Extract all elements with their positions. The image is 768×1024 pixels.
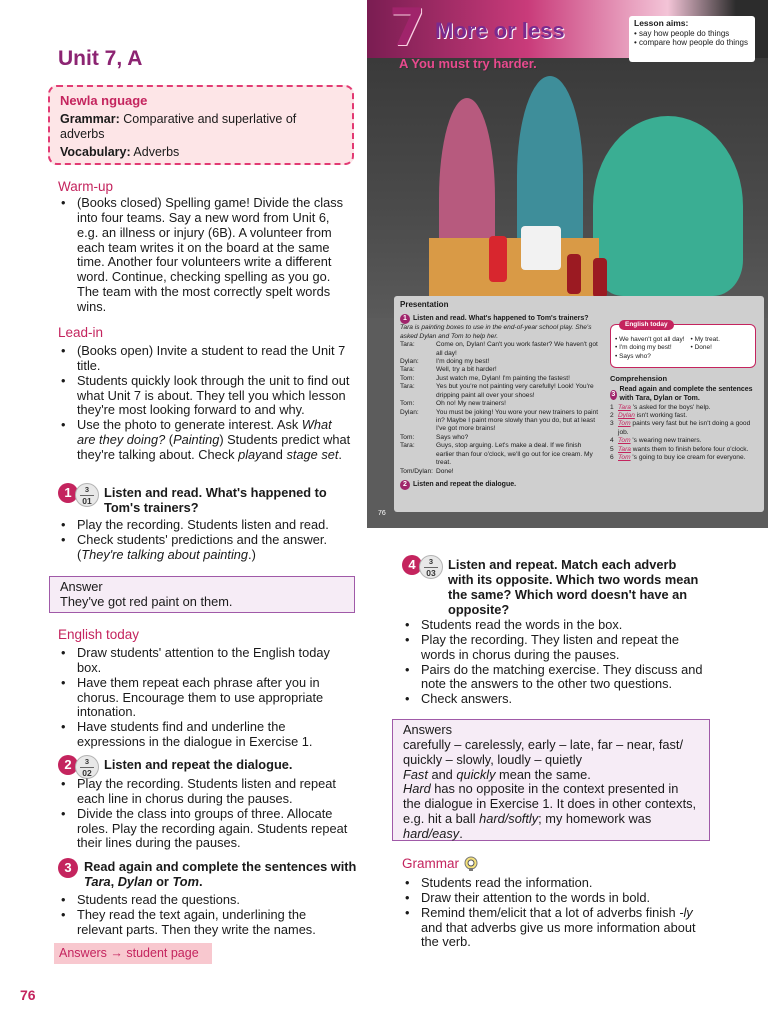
item-number: 4 <box>610 437 614 445</box>
answer-blank: Tom <box>618 454 631 462</box>
dialogue-line: Just watch me, Dylan! I'm painting the fastest! <box>436 374 570 382</box>
text-run: paints very fast but he isn't doing a good job. <box>618 420 751 436</box>
answers-line: quickly – slowly, loudly – quietly <box>403 751 583 767</box>
grammar-heading: Grammar <box>402 856 459 872</box>
text-run: Fast <box>403 766 428 782</box>
cd-track-icon <box>75 483 99 507</box>
text-run: hard/softly <box>479 811 539 827</box>
answer-blank: Tom <box>618 420 631 428</box>
exercise-4-text: Listen and repeat. Match each adverb with its opposite. Which two words mean the same? Which word doesn't have an opposite? <box>448 557 699 617</box>
sp-exercise-1-heading <box>400 314 758 324</box>
comprehension-exercise <box>610 386 760 404</box>
exercise-3-heading <box>58 858 358 890</box>
grammar-line <box>60 112 342 141</box>
item-number: 1 <box>610 403 614 411</box>
text-run: Remind them/elicit that a lot of adverbs finish <box>421 904 680 920</box>
exercise-3-text <box>84 858 358 890</box>
exercise-2-list <box>58 777 353 851</box>
answer-blank: Tom <box>618 437 631 445</box>
track-number: 01 <box>80 495 94 506</box>
lesson-aim: • say how people do things <box>634 28 730 38</box>
exercise-number-badge: 2 <box>58 755 78 775</box>
text-run: . <box>459 825 463 841</box>
exercise-1-heading <box>58 483 348 516</box>
text-run: Tom <box>172 873 200 889</box>
answers-label: Answers <box>403 722 453 737</box>
text-run: stage set <box>286 446 339 462</box>
english-today-heading: English today <box>58 627 140 642</box>
list-item <box>58 533 353 563</box>
new-language-heading: Newla nguage <box>60 93 148 108</box>
exercise-number-badge: 1 <box>400 314 410 324</box>
dialogue-speaker: Tara: <box>400 341 415 349</box>
item-text <box>618 446 760 454</box>
text-run: 's going to buy ice cream for everyone. <box>630 454 746 462</box>
comprehension-item <box>610 420 760 437</box>
phrase: • My treat. <box>690 336 720 343</box>
student-page-link[interactable]: Answers → student page <box>54 943 212 964</box>
item-text <box>618 454 760 462</box>
text-run: -ly <box>679 904 693 920</box>
comprehension-item <box>610 412 760 420</box>
text-run: ; my homework was <box>538 811 652 827</box>
dialogue-line: Oh no! My new trainers! <box>436 400 506 408</box>
leadin-list <box>58 344 353 463</box>
warmup-list <box>58 196 353 315</box>
comprehension-heading: Comprehension <box>610 374 668 383</box>
text-run: . <box>338 446 342 462</box>
text-run: quickly <box>456 766 496 782</box>
text-run: , <box>110 873 118 889</box>
exercise-number-badge: 2 <box>400 480 410 490</box>
paint-bottle <box>593 258 607 298</box>
dialogue-speaker: Tara: <box>400 366 415 374</box>
warmup-heading: Warm-up <box>58 179 114 194</box>
english-today-col <box>615 336 685 361</box>
english-today-col <box>691 336 720 361</box>
dialogue <box>400 341 600 476</box>
dialogue-line: Says who? <box>436 433 469 441</box>
student-page-number: 76 <box>378 510 386 517</box>
item-text <box>618 404 760 412</box>
dialogue-speaker: Tara: <box>400 383 415 391</box>
text-run: Check students' predictions and the answer. ( <box>77 531 327 562</box>
text-run: Tara <box>84 873 111 889</box>
dialogue-speaker: Tom/Dylan: <box>400 467 433 475</box>
track-number: 03 <box>424 567 438 578</box>
lesson-aim: • compare how people do things <box>634 37 748 47</box>
exercise-1-text: Listen and read. What's happened to Tom's trainers? <box>104 485 327 515</box>
answer-blank: Tara <box>618 445 631 453</box>
comprehension-item <box>610 446 760 454</box>
dialogue-line: Yes but you're not painting very carefully! Look! You're dripping paint all over your shoes! <box>436 383 594 399</box>
cd-number: 3 <box>84 485 90 494</box>
text-run: and <box>261 446 287 462</box>
text-run: wants them to finish before four o'clock. <box>630 445 749 453</box>
dialogue-speaker: Tom: <box>400 400 415 408</box>
exercise-1-list <box>58 518 353 563</box>
answers-box <box>392 719 710 841</box>
english-today-box <box>610 321 756 368</box>
student-page-subtitle: A You must try harder. <box>399 56 537 71</box>
answers-line: carefully – carelessly, early – late, far – near, fast/ <box>403 736 684 752</box>
cd-track-icon <box>419 555 443 579</box>
sp-exercise-2-heading <box>400 480 758 490</box>
comprehension-items <box>610 404 760 463</box>
text-run: Dylan <box>117 873 153 889</box>
cd-number: 3 <box>428 557 434 566</box>
list-item: • Divide the class into groups of three. Allocate roles. Play the recording again. Students repeat their lines during the pauses. <box>58 807 353 852</box>
comprehension-item <box>610 404 760 412</box>
english-today-tag: English today <box>619 320 674 330</box>
answer-label: Answer <box>60 579 103 594</box>
track-number: 02 <box>80 767 94 778</box>
grammar-label: Grammar: <box>60 112 120 127</box>
lesson-aims-box <box>629 16 755 62</box>
new-language-box <box>48 85 354 165</box>
list-item: • Students read the questions. <box>58 893 353 908</box>
text-run: 's asked for the boys' help. <box>630 403 711 411</box>
exercise-number-badge: 1 <box>58 483 78 503</box>
list-item: • Play the recording. Students listen and repeat each line in chorus during the pauses. <box>58 777 353 807</box>
answers-line <box>403 782 699 841</box>
list-item: • Pairs do the matching exercise. They discuss and note the answers to the other two questions. <box>402 663 712 693</box>
phrase: • We haven't got all day! <box>615 336 685 343</box>
list-item: • Draw students' attention to the English today box. <box>58 646 353 676</box>
list-item: • Check answers. <box>402 692 712 707</box>
list-item: • Have them repeat each phrase after you in chorus. Encourage them to use appropriate intonation. <box>58 676 353 721</box>
boy-figure <box>593 116 743 296</box>
item-number: 2 <box>610 411 614 419</box>
phrase: • I'm doing my best! <box>615 344 672 352</box>
text-run: 's wearing new trainers. <box>630 437 702 445</box>
text-run: ) Students predict what they're talking about. Check <box>77 432 351 462</box>
text-run: .) <box>248 546 256 562</box>
list-item <box>402 906 712 951</box>
list-item: • They read the text again, underlining the relevant parts. Then they write the names. <box>58 908 353 938</box>
answer-text: They've got red paint on them. <box>60 593 233 609</box>
paint-tub <box>521 226 561 270</box>
list-item: • Students quickly look through the unit to find out what Unit 7 is about. They tell you which lesson they're most looking forward to and why. <box>58 374 353 419</box>
list-item: • Students read the information. <box>402 876 712 891</box>
answer-blank: Dylan <box>618 411 635 419</box>
comprehension-instruction: Read again and complete the sentences with Tara, Dylan or Tom. <box>619 385 753 402</box>
vocabulary-line <box>60 145 342 159</box>
dialogue-speaker: Tara: <box>400 442 415 450</box>
grammar-value: Comparative and superlative of adverbs <box>60 112 297 141</box>
text-run: and <box>427 766 457 782</box>
dialogue-intro: Tara is painting boxes to use in the end-of-year school play. She's asked Dylan and Tom to help her. <box>400 324 592 340</box>
unit-number: 7 <box>389 0 426 58</box>
paint-bottle <box>567 254 581 294</box>
text-run: What are they doing? <box>77 417 332 448</box>
text-run: has no opposite in the context presented in the dialogue in Exercise 1. It does in other contexts, e.g. hit a ball <box>403 781 697 827</box>
unit-title: Unit 7, A <box>58 47 143 70</box>
student-page-title: More or less <box>435 18 565 43</box>
exercise-3-list <box>58 893 353 938</box>
answer-box <box>49 576 355 613</box>
phrase: • Done! <box>690 344 712 352</box>
item-text <box>618 437 760 445</box>
dialogue-speaker: Tom: <box>400 433 415 441</box>
list-item: • Have students find and underline the expressions in the dialogue in Exercise 1. <box>58 720 353 750</box>
page-number: 76 <box>20 987 36 1003</box>
text-run: Read again and complete the sentences with <box>84 859 357 874</box>
text-run: Painting <box>173 432 220 448</box>
list-item: • Play the recording. Students listen and read. <box>58 518 353 533</box>
dialogue-line: Guys, stop arguing. Let's make a deal. If we finish earlier than four o'clock, we'll go out for ice cream. My treat. <box>436 442 593 467</box>
student-page-photo <box>367 58 768 318</box>
phrase: • Says who? <box>615 352 651 360</box>
text-run: Hard <box>403 781 431 797</box>
grammar-heading-row <box>402 856 479 872</box>
item-number: 6 <box>610 454 614 462</box>
list-item: • Draw their attention to the words in bold. <box>402 891 712 906</box>
item-text <box>618 420 760 437</box>
dialogue-line: I'm doing my best! <box>436 357 490 365</box>
exercise-number-badge: 3 <box>611 390 616 398</box>
presentation-panel <box>394 296 764 512</box>
dialogue-line: Come on, Dylan! Can't you work faster? We haven't got all day! <box>436 341 598 357</box>
text-run: isn't working fast. <box>634 411 688 419</box>
exercise-4-heading <box>402 555 702 617</box>
list-item <box>58 418 353 463</box>
grammar-magnifier-icon <box>463 856 479 872</box>
exercise-4-list <box>402 618 712 707</box>
leadin-heading: Lead-in <box>58 325 104 340</box>
cd-number: 3 <box>84 757 90 766</box>
text-run: Use the photo to generate interest. Ask <box>77 417 302 433</box>
text-run: hard/easy <box>403 825 460 841</box>
paint-bottle <box>489 236 507 282</box>
text-run: or <box>152 873 173 889</box>
answers-line <box>403 768 699 783</box>
item-text <box>618 412 760 420</box>
answer-blank: Tara <box>618 403 631 411</box>
item-number: 5 <box>610 445 614 453</box>
text-run: . <box>199 873 203 889</box>
comprehension-section <box>610 374 760 463</box>
text-run: and that adverbs give us more information about the verb. <box>421 919 696 950</box>
vocabulary-value: Adverbs <box>133 144 180 159</box>
dialogue-speaker: Dylan: <box>400 357 419 365</box>
dialogue-speaker: Tom: <box>400 374 415 382</box>
vocabulary-label: Vocabulary: <box>60 144 131 159</box>
dialogue-line: You must be joking! You wore your new trainers to paint in? Maybe I paint more slowly than you do, but at least I've got more brains! <box>436 408 599 433</box>
presentation-heading: Presentation <box>400 300 449 309</box>
list-item: • (Books closed) Spelling game! Divide the class into four teams. Say a new word from Unit 6, e.g. an illness or injury (6B). A volunteer from each team writes it on the board at the same time. Another four volunteers write a different word. Continue, checking spelling as you go. The team with the most correctly spelt words wins. <box>58 196 353 315</box>
lesson-aims-heading: Lesson aims: <box>634 18 689 28</box>
comprehension-item <box>610 437 760 445</box>
dialogue-speaker: Dylan: <box>400 408 419 416</box>
exercise-number-badge: 3 <box>58 858 78 878</box>
text-run: ( <box>165 432 174 448</box>
list-item: • Play the recording. They listen and repeat the words in chorus during the pauses. <box>402 633 712 663</box>
student-page-thumbnail <box>367 0 768 528</box>
list-item: • Students read the words in the box. <box>402 618 712 633</box>
sp-exercise-1-text: Listen and read. What's happened to Tom's trainers? <box>413 314 589 322</box>
english-today-list <box>58 646 353 750</box>
dialogue-line: Well, try a bit harder! <box>436 366 497 374</box>
exercise-number-badge: 4 <box>402 555 422 575</box>
text-run: mean the same. <box>495 766 591 782</box>
exercise-2-text: Listen and repeat the dialogue. <box>104 757 293 772</box>
item-number: 3 <box>610 420 614 428</box>
grammar-list <box>402 876 712 950</box>
text-run: play <box>238 446 262 462</box>
list-item: • (Books open) Invite a student to read the Unit 7 title. <box>58 344 353 374</box>
sp-exercise-2-text: Listen and repeat the dialogue. <box>413 480 517 488</box>
dialogue-line: Done! <box>436 467 454 475</box>
text-run: They're talking about painting <box>81 546 249 562</box>
comprehension-item <box>610 454 760 462</box>
